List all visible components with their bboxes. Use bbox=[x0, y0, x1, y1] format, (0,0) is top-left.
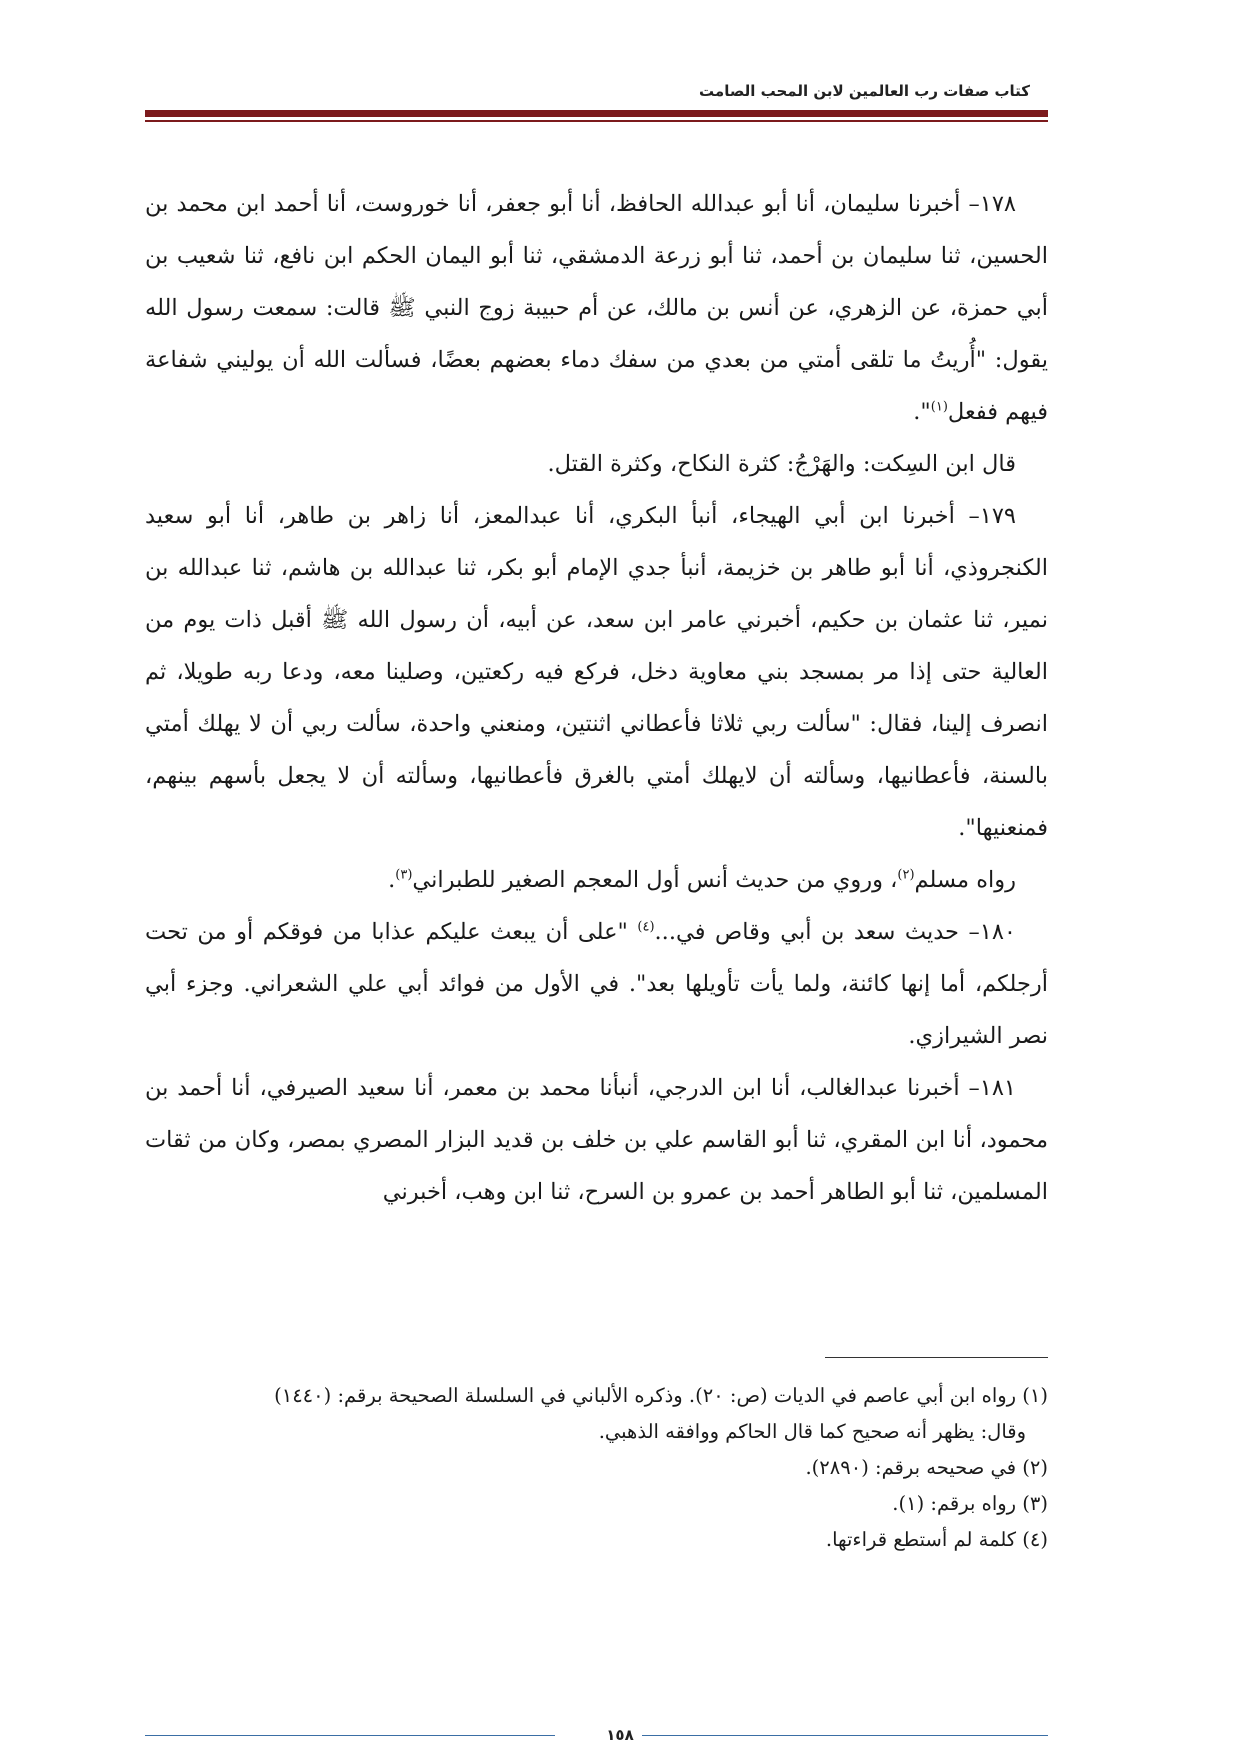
footnote-3: (٣) رواه برقم: (١). bbox=[892, 1492, 1048, 1515]
paragraph-narration bbox=[145, 854, 1048, 906]
page-number: ١٥٨ bbox=[606, 1726, 634, 1744]
paragraph-178-text: ١٧٨– أخبرنا سليمان، أنا أبو عبدالله الحافظ، أنا أبو جعفر، أنا خوروست، أنا أحمد ابن محمد بن الحسين، ثنا سليمان بن أحمد، ثنا أبو زرعة الدمشقي، ثنا أبو اليمان الحكم ابن نافع، ثنا شعيب بن أبي حمزة، عن الزهري، عن أنس بن مالك، عن أم حبيبة زوج النبي ﷺ قالت: سمعت رسول الله يقول: "أُريتُ ما تلقى أمتي من بعدي من سفك دماء بعضهم بعضًا، فسألت الله أن يوليني شفاعة فيهم ففعل bbox=[145, 191, 1048, 425]
paragraph-180 bbox=[145, 906, 1048, 1062]
paragraph-180-text-a: ١٨٠– حديث سعد بن أبي وقاص في... bbox=[654, 919, 1016, 945]
footnotes bbox=[145, 1378, 1048, 1558]
running-header-title: كتاب صفات رب العالمين لابن المحب الصامت bbox=[699, 82, 1030, 100]
footnote-1-continued: وقال: يظهر أنه صحيح كما قال الحاكم ووافقه الذهبي. bbox=[598, 1420, 1026, 1443]
paragraph-181: ١٨١– أخبرنا عبدالغالب، أنا ابن الدرجي، أنبأنا محمد بن معمر، أنا سعيد الصيرفي، أنا أحمد بن محمود، أنا ابن المقري، ثنا أبو القاسم علي بن خلف بن قديد البزار المصري بمصر، وكان من ثقات المسلمين، ثنا أبو الطاهر أحمد بن عمرو بن السرح، ثنا ابن وهب، أخبرني bbox=[145, 1075, 1048, 1205]
footnote-2: (٢) في صحيحه برقم: (٢٨٩٠). bbox=[805, 1456, 1048, 1479]
footnote-separator bbox=[825, 1357, 1048, 1358]
paragraph-178-end: ". bbox=[913, 399, 931, 425]
footnote-ref-4[interactable]: (٤) bbox=[637, 919, 655, 935]
footnote-4: (٤) كلمة لم أستطع قراءتها. bbox=[825, 1528, 1048, 1551]
footnote-ref-2[interactable]: (٢) bbox=[897, 867, 915, 883]
header-rule-thin bbox=[145, 120, 1048, 122]
paragraph-180-text-b: "على أن يبعث عليكم عذابا من فوقكم أو من تحت أرجلكم، أما إنها كائنة، ولما يأت تأويلها بعد". في الأول من فوائد أبي علي الشعراني. وجزء أبي نصر الشيرازي. bbox=[145, 919, 1048, 1049]
header-rule bbox=[145, 110, 1048, 117]
main-text bbox=[145, 178, 1048, 1278]
narration-text-b: ، وروي من حديث أنس أول المعجم الصغير للطبراني bbox=[412, 867, 898, 893]
narration-text-c: . bbox=[388, 867, 396, 893]
paragraph-179: ١٧٩– أخبرنا ابن أبي الهيجاء، أنبأ البكري، أنا عبدالمعز، أنا زاهر بن طاهر، أنا أبو سعيد الكنجروذي، أنا أبو طاهر بن خزيمة، أنبأ جدي الإمام أبو بكر، ثنا عبدالله بن هاشم، ثنا عبدالله بن نمير، ثنا عثمان بن حكيم، أخبرني عامر ابن سعد، عن أبيه، أن رسول الله ﷺ أقبل ذات يوم من العالية حتى إذا مر بمسجد بني معاوية دخل، فركع فيه ركعتين، وصلينا معه، ودعا ربه طويلا، ثم انصرف إلينا، فقال: "سألت ربي ثلاثا فأعطاني اثنتين، ومنعني واحدة، سألت ربي أن لا يهلك أمتي بالسنة، فأعطانيها، وسألته أن لايهلك أمتي بالغرق فأعطانيها، وسألته أن لا يجعل بأسهم بينهم، فمنعنيها". bbox=[145, 503, 1048, 841]
paragraph-178 bbox=[145, 178, 1048, 438]
footnote-ref-3[interactable]: (٣) bbox=[395, 867, 413, 883]
footnote-ref-1[interactable]: (١) bbox=[930, 399, 948, 415]
narration-text-a: رواه مسلم bbox=[914, 867, 1016, 893]
footnote-1: (١) رواه ابن أبي عاصم في الديات (ص: ٢٠). وذكره الألباني في السلسلة الصحيحة برقم: (١٤٤٠) bbox=[274, 1384, 1048, 1407]
paragraph-note: قال ابن السِكت: والهَرْجُ: كثرة النكاح، وكثرة القتل. bbox=[547, 451, 1016, 477]
